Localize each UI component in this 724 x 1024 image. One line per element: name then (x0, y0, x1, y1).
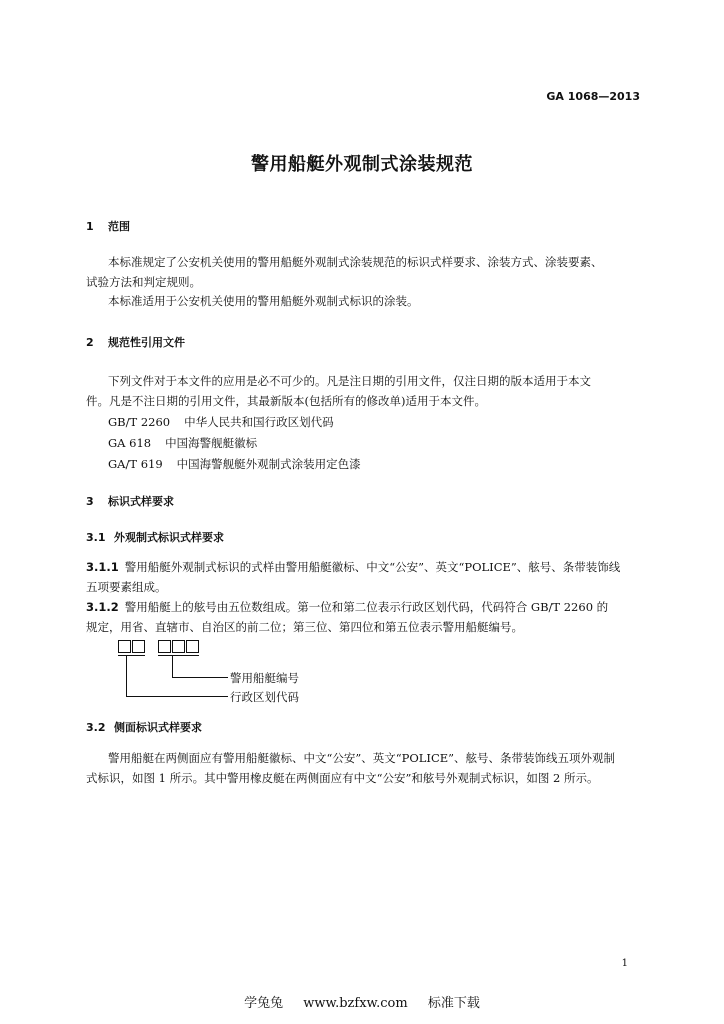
footer-site-name: 学兔兔 (244, 996, 284, 1011)
boat-number-leader (173, 656, 229, 678)
normative-reference (108, 456, 361, 472)
clause-number: 3.1.1 (86, 560, 119, 574)
digit-box (173, 641, 185, 653)
paragraph-line: 警用船艇在两侧面应有警用船艇徽标、中文“公安”、英文“POLICE”、舷号、条带装饰线五项外观制 (108, 751, 616, 765)
reference-title: 中国海警舰艇徽标 (165, 436, 258, 450)
paragraph-line: 试验方法和判定规则。 (86, 275, 201, 289)
region-code-label: 行政区划代码 (230, 690, 299, 704)
section-number: 3.2 (86, 721, 106, 734)
reference-code: GA 618 (108, 436, 152, 450)
paragraph-line: 本标准适用于公安机关使用的警用船艇外观制式标识的涂装。 (108, 294, 419, 308)
section-number: 1 (86, 220, 94, 233)
paragraph-line: 五项要素组成。 (86, 580, 167, 594)
boat-number-label: 警用船艇编号 (230, 671, 299, 685)
subsection-3-1-heading (86, 529, 224, 545)
footer-url[interactable]: www.bzfxw.com (303, 996, 408, 1011)
normative-reference (108, 414, 334, 430)
section-number: 3.1 (86, 531, 106, 544)
paragraph-line: 警用船艇上的舷号由五位数组成。第一位和第二位表示行政区划代码，代码符合 GB/T 2260 的 (124, 600, 609, 614)
paragraph-line: 件。凡是不注日期的引用文件，其最新版本(包括所有的修改单)适用于本文件。 (86, 394, 486, 408)
clause-3-1-2 (86, 597, 608, 617)
section-title: 外观制式标识式样要求 (114, 531, 224, 544)
page-number: 1 (621, 958, 628, 969)
footer-watermark (0, 992, 724, 1011)
paragraph-line: 警用船艇外观制式标识的式样由警用船艇徽标、中文“公安”、英文“POLICE”、舷号、条带装饰线 (124, 560, 621, 574)
normative-reference (108, 435, 257, 451)
paragraph-line: 式标识，如图 1 所示。其中警用橡皮艇在两侧面应有中文“公安”和舷号外观制式标识，如图 2 所示。 (86, 771, 599, 785)
digit-box (159, 641, 171, 653)
region-code-leader (127, 656, 229, 697)
reference-code: GA/T 619 (108, 457, 163, 471)
clause-3-1-1 (86, 557, 620, 577)
standard-number: GA 1068—2013 (546, 90, 640, 103)
section-1-heading (86, 218, 130, 234)
section-title: 标识式样要求 (108, 495, 174, 508)
clause-number: 3.1.2 (86, 600, 119, 614)
footer-slogan: 标准下载 (427, 996, 480, 1011)
section-number: 2 (86, 336, 94, 349)
digit-box (119, 641, 131, 653)
subsection-3-2-heading (86, 719, 202, 735)
section-title: 规范性引用文件 (108, 336, 185, 349)
section-2-heading (86, 334, 185, 350)
section-title: 范围 (108, 220, 130, 233)
section-3-heading (86, 493, 174, 509)
section-number: 3 (86, 495, 94, 508)
document-title: 警用船艇外观制式涂装规范 (251, 154, 473, 175)
paragraph-line: 规定，用省、直辖市、自治区的前二位；第三位、第四位和第五位表示警用船艇编号。 (86, 620, 523, 634)
reference-code: GB/T 2260 (108, 415, 171, 429)
reference-title: 中国海警舰艇外观制式涂装用定色漆 (176, 457, 361, 471)
digit-box (133, 641, 145, 653)
paragraph-line: 本标准规定了公安机关使用的警用船艇外观制式涂装规范的标识式样要求、涂装方式、涂装要素、 (108, 255, 603, 269)
section-title: 侧面标识式样要求 (114, 721, 202, 734)
reference-title: 中华人民共和国行政区划代码 (184, 415, 334, 429)
digit-box (187, 641, 199, 653)
paragraph-line: 下列文件对于本文件的应用是必不可少的。凡是注日期的引用文件，仅注日期的版本适用于本文 (108, 374, 591, 388)
